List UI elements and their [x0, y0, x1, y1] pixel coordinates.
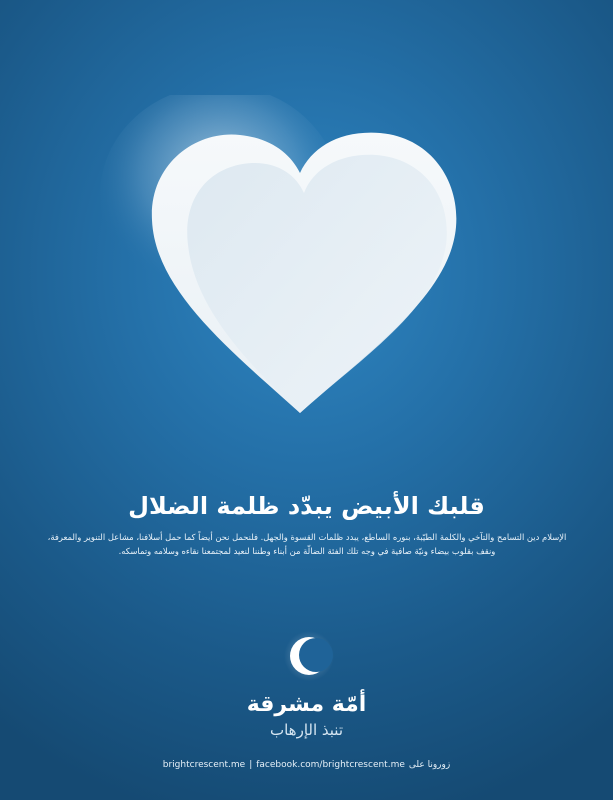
headline: قلبك الأبيض يبدّد ظلمة الضلال	[128, 492, 485, 520]
brand-name: أمّة مشرقة	[246, 692, 367, 717]
footer-separator: |	[249, 760, 253, 770]
brand-tagline: تنبذ الإرهاب	[269, 721, 344, 739]
footer	[0, 758, 613, 772]
visit-label: زورونا على	[408, 760, 451, 770]
brand-logo	[0, 630, 613, 750]
heart-illustration	[100, 95, 500, 435]
facebook-link[interactable]: facebook.com/brightcrescent.me	[256, 760, 405, 770]
body-paragraph: الإسلام دين التسامح والتآخي والكلمة الطيّبة، بنوره الساطع، يبدد ظلمات القسوة والجهل. فلنحمل نحن أيضاً كما حمل أسلافنا، مشاعل التنوير والمعرفة، ونقف بقلوب بيضاء ونيّة صافية في وجه تلك الفئة الضالّة من أبناء وطننا لنعيد لمجتمعنا نقاءه وسلامه وتماسكه.	[47, 532, 567, 556]
crescent-moon-icon	[283, 630, 335, 682]
heart-icon	[100, 95, 500, 435]
website-link[interactable]: brightcrescent.me	[162, 760, 246, 770]
